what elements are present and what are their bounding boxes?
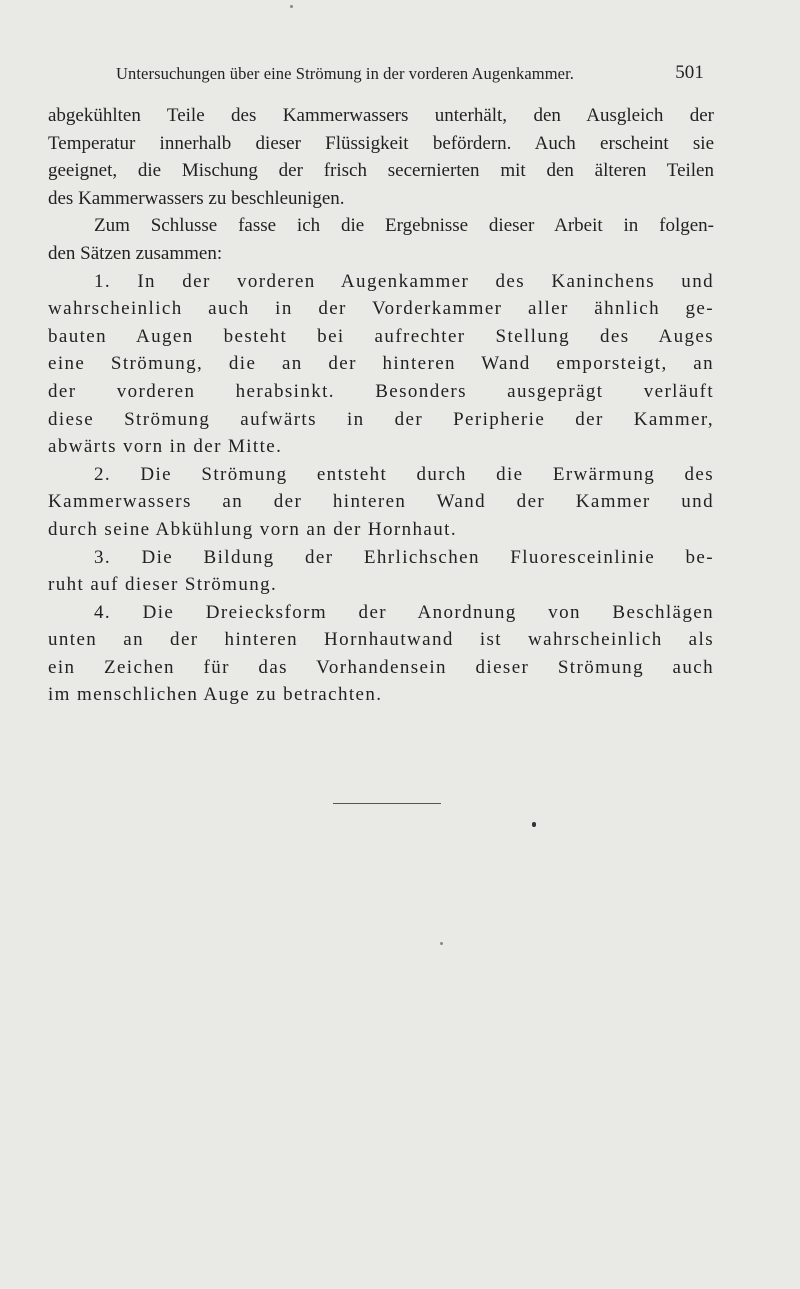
- conclusion-4-line: im menschlichen Auge zu betrachten.: [48, 684, 383, 706]
- conclusion-1-line: abwärts vorn in der Mitte.: [48, 436, 283, 458]
- conclusion-1-line: diese Strömung aufwärts in der Peripherie der Kammer,: [48, 408, 714, 430]
- ink-speck: [440, 942, 443, 945]
- conclusion-4-line: 4. Die Dreiecksform der Anordnung von Beschlägen: [94, 601, 714, 623]
- ink-speck: [532, 822, 536, 827]
- text-line: geeignet, die Mischung der frisch secernierten mit den älteren Teilen: [48, 160, 714, 182]
- conclusion-1-line: der vorderen herabsinkt. Besonders ausgeprägt verläuft: [48, 380, 714, 402]
- conclusion-2-line: Kammerwassers an der hinteren Wand der Kammer und: [48, 491, 714, 513]
- conclusion-1-line: wahrscheinlich auch in der Vorderkammer aller ähnlich ge-: [48, 298, 714, 320]
- running-title: Untersuchungen über eine Strömung in der vorderen Augenkammer.: [116, 64, 574, 83]
- conclusion-2-line: 2. Die Strömung entsteht durch die Erwärmung des: [94, 463, 714, 485]
- conclusion-1-line: 1. In der vorderen Augenkammer des Kaninchens und: [94, 270, 714, 292]
- text-line: Zum Schlusse fasse ich die Ergebnisse dieser Arbeit in folgen-: [94, 215, 714, 237]
- text-line: abgekühlten Teile des Kammerwassers unterhält, den Ausgleich der: [48, 105, 714, 126]
- body-text: [48, 102, 714, 709]
- text-line: den Sätzen zusammen:: [48, 242, 223, 264]
- conclusion-3-line: ruht auf dieser Strömung.: [48, 574, 278, 596]
- conclusion-1-line: eine Strömung, die an der hinteren Wand emporsteigt, an: [48, 353, 714, 375]
- ink-speck: [290, 5, 293, 8]
- conclusion-4-line: ein Zeichen für das Vorhandensein dieser Strömung auch: [48, 656, 714, 678]
- conclusion-1-line: bauten Augen besteht bei aufrechter Stellung des Auges: [48, 325, 714, 347]
- page-number: 501: [675, 62, 704, 83]
- conclusion-2-line: durch seine Abkühlung vorn an der Hornhaut.: [48, 518, 457, 540]
- end-rule: [333, 803, 441, 804]
- text-line: Temperatur innerhalb dieser Flüssigkeit befördern. Auch erscheint sie: [48, 132, 714, 154]
- conclusion-4-line: unten an der hinteren Hornhautwand ist wahrscheinlich als: [48, 629, 714, 651]
- conclusion-3-line: 3. Die Bildung der Ehrlichschen Fluoresceinlinie be-: [94, 546, 714, 568]
- text-line: des Kammerwassers zu beschleunigen.: [48, 187, 345, 209]
